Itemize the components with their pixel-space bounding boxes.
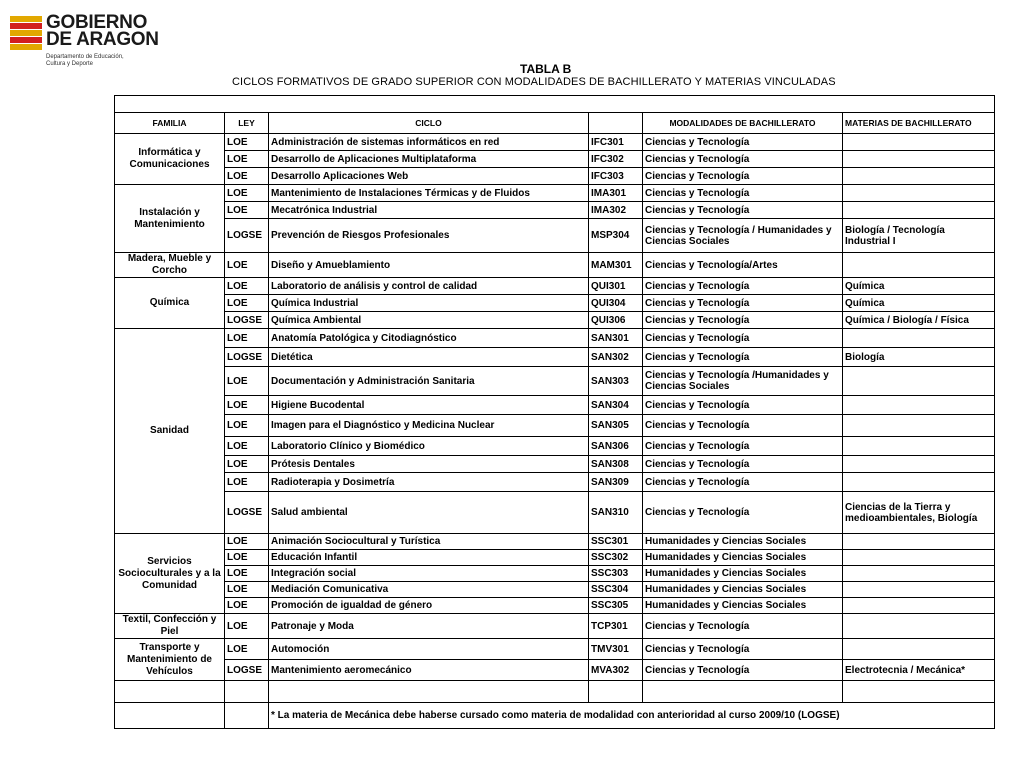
family-cell: Textil, Confección y Piel — [115, 614, 225, 639]
family-cell: Instalación y Mantenimiento — [115, 185, 225, 253]
ley-cell: LOE — [225, 202, 269, 219]
table-row — [115, 456, 995, 473]
materias-cell — [843, 168, 995, 185]
footnote: * La materia de Mecánica debe haberse cursado como materia de modalidad con anterioridad al curso 2009/10 (LOGSE) — [269, 703, 995, 729]
modalidad-cell: Ciencias y Tecnología — [643, 456, 843, 473]
header-codigo — [589, 113, 643, 134]
family-cell: Química — [115, 278, 225, 329]
codigo-cell: IFC302 — [589, 151, 643, 168]
modalidad-cell: Humanidades y Ciencias Sociales — [643, 566, 843, 582]
ciclo-cell: Química Industrial — [269, 295, 589, 312]
ciclo-cell: Mediación Comunicativa — [269, 582, 589, 598]
ley-cell: LOE — [225, 329, 269, 348]
header-ciclo: CICLO — [269, 113, 589, 134]
page-title: TABLA B — [520, 62, 572, 76]
codigo-cell: SSC304 — [589, 582, 643, 598]
materias-cell — [843, 151, 995, 168]
ley-cell: LOE — [225, 437, 269, 456]
modalidad-cell: Humanidades y Ciencias Sociales — [643, 598, 843, 614]
table-row — [115, 168, 995, 185]
modalidad-cell: Ciencias y Tecnología — [643, 614, 843, 639]
header-materias: MATERIAS DE BACHILLERATO — [843, 113, 995, 134]
codigo-cell: QUI306 — [589, 312, 643, 329]
ciclo-cell: Mantenimiento de Instalaciones Térmicas y de Fluidos — [269, 185, 589, 202]
table-row — [115, 151, 995, 168]
modalidad-cell: Ciencias y Tecnología — [643, 329, 843, 348]
modalidad-cell: Ciencias y Tecnología — [643, 639, 843, 660]
spacer-row — [115, 96, 995, 113]
materias-cell — [843, 456, 995, 473]
materias-cell — [843, 473, 995, 492]
ley-cell: LOE — [225, 396, 269, 415]
ciclo-cell: Animación Sociocultural y Turística — [269, 534, 589, 550]
materias-cell: Química — [843, 278, 995, 295]
materias-cell — [843, 614, 995, 639]
materias-cell — [843, 415, 995, 437]
ciclo-cell: Documentación y Administración Sanitaria — [269, 367, 589, 396]
materias-cell — [843, 639, 995, 660]
materias-cell — [843, 367, 995, 396]
materias-cell — [843, 202, 995, 219]
footnote-row — [115, 703, 995, 729]
logo-text-line2: DE ARAGON — [46, 29, 159, 50]
header-familia: FAMILIA — [115, 113, 225, 134]
table-row — [115, 473, 995, 492]
ciclo-cell: Desarrollo de Aplicaciones Multiplataforma — [269, 151, 589, 168]
modalidad-cell: Ciencias y Tecnología — [643, 660, 843, 681]
blank-cell — [225, 703, 269, 729]
codigo-cell: SAN305 — [589, 415, 643, 437]
ley-cell: LOE — [225, 278, 269, 295]
modalidad-cell: Ciencias y Tecnología — [643, 168, 843, 185]
modalidad-cell: Ciencias y Tecnología — [643, 295, 843, 312]
materias-cell — [843, 185, 995, 202]
ciclo-cell: Salud ambiental — [269, 492, 589, 534]
codigo-cell: MVA302 — [589, 660, 643, 681]
table-row — [115, 492, 995, 534]
ley-cell: LOE — [225, 566, 269, 582]
codigo-cell: IMA302 — [589, 202, 643, 219]
ley-cell: LOE — [225, 185, 269, 202]
ley-cell: LOGSE — [225, 660, 269, 681]
table-row — [115, 367, 995, 396]
blank-cell — [115, 681, 225, 703]
ciclo-cell: Educación Infantil — [269, 550, 589, 566]
modalidad-cell: Humanidades y Ciencias Sociales — [643, 582, 843, 598]
codigo-cell: SAN306 — [589, 437, 643, 456]
table-row — [115, 312, 995, 329]
ciclo-cell: Mantenimiento aeromecánico — [269, 660, 589, 681]
ley-cell: LOE — [225, 614, 269, 639]
blank-cell — [589, 681, 643, 703]
table-row — [115, 329, 995, 348]
ciclo-cell: Patronaje y Moda — [269, 614, 589, 639]
materias-cell: Electrotecnia / Mecánica* — [843, 660, 995, 681]
codigo-cell: SSC305 — [589, 598, 643, 614]
modalidad-cell: Ciencias y Tecnología /Humanidades y Ciencias Sociales — [643, 367, 843, 396]
materias-cell — [843, 134, 995, 151]
materias-cell: Química / Biología / Física — [843, 312, 995, 329]
ciclo-cell: Laboratorio Clínico y Biomédico — [269, 437, 589, 456]
codigo-cell: SAN301 — [589, 329, 643, 348]
ciclo-cell: Imagen para el Diagnóstico y Medicina Nuclear — [269, 415, 589, 437]
table-row — [115, 415, 995, 437]
family-cell: Informática y Comunicaciones — [115, 134, 225, 185]
ciclo-cell: Promoción de igualdad de género — [269, 598, 589, 614]
aragon-flag-icon — [10, 16, 42, 52]
ciclo-cell: Química Ambiental — [269, 312, 589, 329]
modalidad-cell: Ciencias y Tecnología — [643, 151, 843, 168]
gobierno-aragon-logo — [8, 14, 178, 70]
family-cell: Servicios Socioculturales y a la Comunidad — [115, 534, 225, 614]
codigo-cell: SAN303 — [589, 367, 643, 396]
ley-cell: LOE — [225, 534, 269, 550]
table-row — [115, 253, 995, 278]
codigo-cell: SAN309 — [589, 473, 643, 492]
codigo-cell: MAM301 — [589, 253, 643, 278]
ciclo-cell: Radioterapia y Dosimetría — [269, 473, 589, 492]
modalidad-cell: Humanidades y Ciencias Sociales — [643, 550, 843, 566]
ley-cell: LOE — [225, 598, 269, 614]
ley-cell: LOE — [225, 168, 269, 185]
table-row — [115, 614, 995, 639]
ciclo-cell: Mecatrónica Industrial — [269, 202, 589, 219]
table-row — [115, 550, 995, 566]
codigo-cell: SSC301 — [589, 534, 643, 550]
materias-cell — [843, 598, 995, 614]
ley-cell: LOE — [225, 550, 269, 566]
blank-cell — [225, 681, 269, 703]
table-row — [115, 278, 995, 295]
modalidad-cell: Ciencias y Tecnología — [643, 492, 843, 534]
header-ley: LEY — [225, 113, 269, 134]
codigo-cell: TCP301 — [589, 614, 643, 639]
materias-cell — [843, 582, 995, 598]
blank-row — [115, 681, 995, 703]
logo-department-line1: Departamento de Educación, — [46, 54, 124, 60]
table-row — [115, 396, 995, 415]
table-row — [115, 639, 995, 660]
ciclo-cell: Administración de sistemas informáticos en red — [269, 134, 589, 151]
table-row — [115, 219, 995, 253]
ley-cell: LOE — [225, 639, 269, 660]
codigo-cell: SAN310 — [589, 492, 643, 534]
ciclo-cell: Dietética — [269, 348, 589, 367]
table-row — [115, 660, 995, 681]
codigo-cell: IFC303 — [589, 168, 643, 185]
ley-cell: LOE — [225, 415, 269, 437]
modalidad-cell: Humanidades y Ciencias Sociales — [643, 534, 843, 550]
codigo-cell: QUI304 — [589, 295, 643, 312]
modalidad-cell: Ciencias y Tecnología/Artes — [643, 253, 843, 278]
materias-cell — [843, 396, 995, 415]
table-row — [115, 202, 995, 219]
materias-cell: Biología / Tecnología Industrial I — [843, 219, 995, 253]
table-row — [115, 534, 995, 550]
table-row — [115, 582, 995, 598]
header-modalidades: MODALIDADES DE BACHILLERATO — [643, 113, 843, 134]
codigo-cell: SAN304 — [589, 396, 643, 415]
materias-cell: Ciencias de la Tierra y medioambientales, Biología — [843, 492, 995, 534]
blank-cell — [643, 681, 843, 703]
modalidad-cell: Ciencias y Tecnología / Humanidades y Ciencias Sociales — [643, 219, 843, 253]
ley-cell: LOGSE — [225, 219, 269, 253]
ley-cell: LOGSE — [225, 492, 269, 534]
materias-cell — [843, 329, 995, 348]
materias-cell: Química — [843, 295, 995, 312]
materias-cell — [843, 550, 995, 566]
ciclo-cell: Higiene Bucodental — [269, 396, 589, 415]
codigo-cell: IMA301 — [589, 185, 643, 202]
table-row — [115, 185, 995, 202]
ciclo-cell: Laboratorio de análisis y control de calidad — [269, 278, 589, 295]
codigo-cell: TMV301 — [589, 639, 643, 660]
ciclo-cell: Automoción — [269, 639, 589, 660]
header-row — [115, 113, 995, 134]
codigo-cell: IFC301 — [589, 134, 643, 151]
ciclo-cell: Integración social — [269, 566, 589, 582]
blank-cell — [269, 681, 589, 703]
ciclo-cell: Prótesis Dentales — [269, 456, 589, 473]
ley-cell: LOGSE — [225, 312, 269, 329]
materias-cell: Biología — [843, 348, 995, 367]
ley-cell: LOE — [225, 295, 269, 312]
modalidad-cell: Ciencias y Tecnología — [643, 473, 843, 492]
table-row — [115, 295, 995, 312]
logo-department — [46, 54, 124, 68]
logo-text-line1: GOBIERNO — [46, 12, 148, 33]
ciclo-cell: Diseño y Amueblamiento — [269, 253, 589, 278]
modalidad-cell: Ciencias y Tecnología — [643, 134, 843, 151]
ley-cell: LOE — [225, 582, 269, 598]
ciclo-cell: Anatomía Patológica y Citodiagnóstico — [269, 329, 589, 348]
family-cell: Sanidad — [115, 329, 225, 534]
ley-cell: LOE — [225, 151, 269, 168]
modalidad-cell: Ciencias y Tecnología — [643, 185, 843, 202]
ciclos-table — [114, 95, 995, 729]
ley-cell: LOE — [225, 134, 269, 151]
table-row — [115, 437, 995, 456]
table-row — [115, 566, 995, 582]
ley-cell: LOGSE — [225, 348, 269, 367]
materias-cell — [843, 566, 995, 582]
table-row — [115, 134, 995, 151]
blank-cell — [115, 703, 225, 729]
codigo-cell: SAN308 — [589, 456, 643, 473]
page-subtitle: CICLOS FORMATIVOS DE GRADO SUPERIOR CON MODALIDADES DE BACHILLERATO Y MATERIAS VINCULADAS — [232, 76, 836, 88]
ley-cell: LOE — [225, 367, 269, 396]
modalidad-cell: Ciencias y Tecnología — [643, 202, 843, 219]
materias-cell — [843, 437, 995, 456]
codigo-cell: SAN302 — [589, 348, 643, 367]
table-row — [115, 598, 995, 614]
table-row — [115, 348, 995, 367]
materias-cell — [843, 534, 995, 550]
ciclo-cell: Desarrollo Aplicaciones Web — [269, 168, 589, 185]
family-cell: Madera, Mueble y Corcho — [115, 253, 225, 278]
ley-cell: LOE — [225, 253, 269, 278]
modalidad-cell: Ciencias y Tecnología — [643, 415, 843, 437]
materias-cell — [843, 253, 995, 278]
ley-cell: LOE — [225, 456, 269, 473]
modalidad-cell: Ciencias y Tecnología — [643, 437, 843, 456]
family-cell: Transporte y Mantenimiento de Vehículos — [115, 639, 225, 681]
modalidad-cell: Ciencias y Tecnología — [643, 396, 843, 415]
ley-cell: LOE — [225, 473, 269, 492]
modalidad-cell: Ciencias y Tecnología — [643, 348, 843, 367]
blank-cell — [843, 681, 995, 703]
ciclo-cell: Prevención de Riesgos Profesionales — [269, 219, 589, 253]
codigo-cell: MSP304 — [589, 219, 643, 253]
codigo-cell: SSC303 — [589, 566, 643, 582]
codigo-cell: QUI301 — [589, 278, 643, 295]
codigo-cell: SSC302 — [589, 550, 643, 566]
modalidad-cell: Ciencias y Tecnología — [643, 312, 843, 329]
logo-department-line2: Cultura y Deporte — [46, 61, 94, 67]
modalidad-cell: Ciencias y Tecnología — [643, 278, 843, 295]
